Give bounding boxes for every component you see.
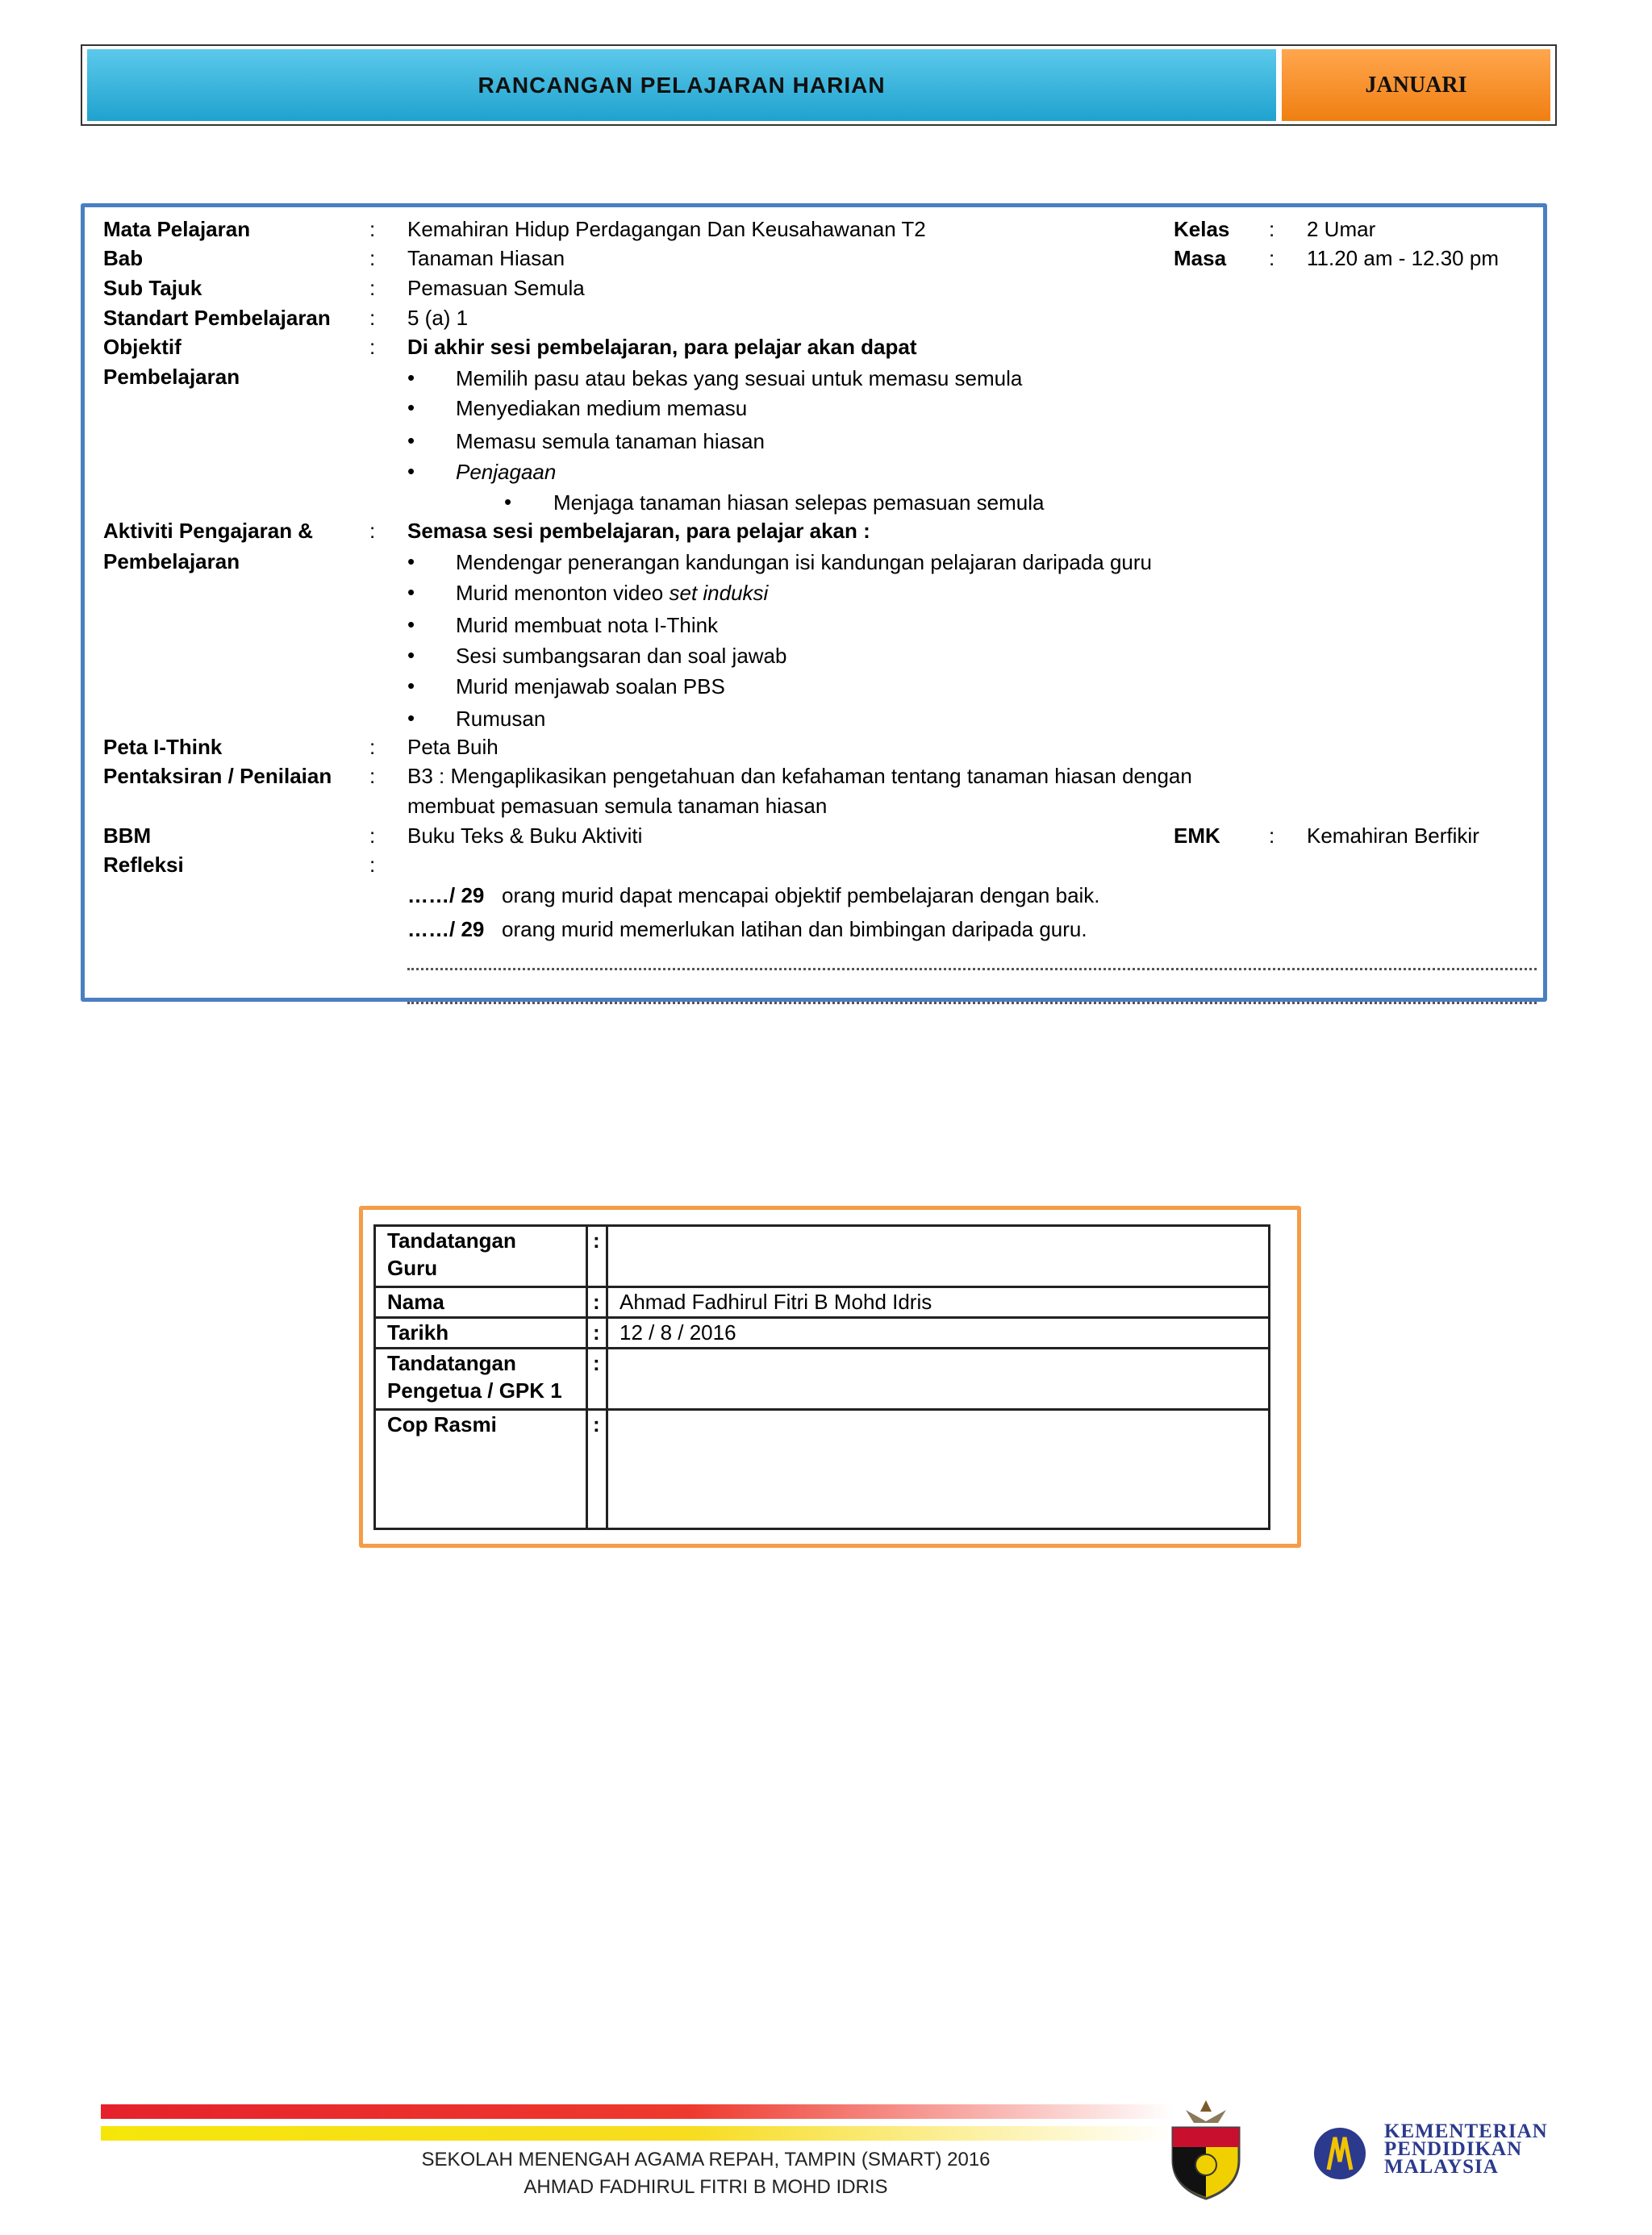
colon: : bbox=[1269, 246, 1275, 270]
date-label: Tarikh bbox=[375, 1318, 587, 1349]
class-value: 2 Umar bbox=[1307, 217, 1376, 241]
colon: : bbox=[587, 1226, 607, 1287]
footer-yellow-bar bbox=[101, 2126, 1174, 2141]
objective-item: Memasu semula tanaman hiasan bbox=[456, 429, 765, 453]
activity-item bbox=[456, 580, 768, 606]
activity-label-2: Pembelajaran bbox=[103, 549, 240, 573]
stamp-label: Cop Rasmi bbox=[375, 1410, 587, 1529]
activity-label: Aktiviti Pengajaran & bbox=[103, 519, 314, 543]
colon: : bbox=[587, 1287, 607, 1318]
time-label: Masa bbox=[1174, 246, 1227, 270]
subtopic-value: Pemasuan Semula bbox=[407, 276, 585, 300]
objective-item: Menyediakan medium memasu bbox=[456, 396, 748, 420]
colon: : bbox=[1269, 217, 1275, 241]
bullet-icon: • bbox=[407, 706, 415, 730]
bullet-icon: • bbox=[407, 580, 415, 604]
activity-item: Mendengar penerangan kandungan isi kandungan pelajaran daripada guru bbox=[456, 550, 1153, 574]
bbm-label: BBM bbox=[103, 824, 152, 848]
chapter-label: Bab bbox=[103, 246, 144, 270]
teacher-sig-label bbox=[375, 1226, 587, 1287]
standard-label: Standart Pembelajaran bbox=[103, 306, 331, 330]
principal-sig-label-1: Tandatangan bbox=[387, 1351, 516, 1375]
dotted-line bbox=[407, 968, 1537, 970]
principal-sig-field[interactable] bbox=[607, 1349, 1270, 1410]
name-value: Ahmad Fadhirul Fitri B Mohd Idris bbox=[607, 1287, 1270, 1318]
ithink-label: Peta I-Think bbox=[103, 735, 223, 759]
objective-subitem: Menjaga tanaman hiasan selepas pemasuan semula bbox=[553, 490, 1045, 515]
table-row bbox=[375, 1226, 1270, 1287]
reflection-text: orang murid memerlukan latihan dan bimbingan daripada guru. bbox=[502, 917, 1087, 941]
bullet-icon: • bbox=[407, 549, 415, 573]
principal-sig-label-2: Pengetua / GPK 1 bbox=[387, 1378, 562, 1403]
teacher-sig-label-2: Guru bbox=[387, 1256, 438, 1280]
colon: : bbox=[369, 764, 376, 788]
bullet-icon: • bbox=[407, 673, 415, 698]
colon: : bbox=[369, 335, 376, 359]
assessment-label: Pentaksiran / Penilaian bbox=[103, 764, 332, 788]
colon: : bbox=[587, 1318, 607, 1349]
subject-label: Mata Pelajaran bbox=[103, 217, 251, 241]
colon: : bbox=[369, 735, 376, 759]
ministry-line-2: PENDIDIKAN bbox=[1384, 2138, 1523, 2160]
bullet-icon: • bbox=[407, 612, 415, 636]
colon: : bbox=[587, 1349, 607, 1410]
reflection-count: ……/ 29 bbox=[407, 883, 485, 907]
footer-school: SEKOLAH MENENGAH AGAMA REPAH, TAMPIN (SMART) 2016 bbox=[421, 2149, 991, 2170]
bullet-icon: • bbox=[407, 643, 415, 667]
teacher-sig-label-1: Tandatangan bbox=[387, 1228, 516, 1253]
colon: : bbox=[369, 824, 376, 848]
assessment-value: B3 : Mengaplikasikan pengetahuan dan kefahaman tentang tanaman hiasan dengan bbox=[407, 764, 1192, 788]
colon: : bbox=[369, 246, 376, 270]
colon: : bbox=[369, 217, 376, 241]
subject-value: Kemahiran Hidup Perdagangan Dan Keusahawanan T2 bbox=[407, 217, 926, 241]
reflection-label: Refleksi bbox=[103, 853, 184, 877]
activity-item-italic: set induksi bbox=[669, 581, 769, 605]
reflection-count: ……/ 29 bbox=[407, 917, 485, 941]
objective-item: Memilih pasu atau bekas yang sesuai untuk memasu semula bbox=[456, 366, 1023, 390]
colon: : bbox=[587, 1410, 607, 1529]
signature-box bbox=[359, 1206, 1301, 1548]
objective-label: Objektif bbox=[103, 335, 181, 359]
bullet-icon: • bbox=[407, 395, 415, 419]
assessment-value-2: membuat pemasuan semula tanaman hiasan bbox=[407, 794, 828, 818]
bullet-icon: • bbox=[407, 428, 415, 452]
stamp-field[interactable] bbox=[607, 1410, 1270, 1529]
objective-label-2: Pembelajaran bbox=[103, 365, 240, 389]
page-header bbox=[81, 44, 1557, 126]
colon: : bbox=[369, 306, 376, 330]
activity-item: Murid membuat nota I-Think bbox=[456, 613, 719, 637]
table-row bbox=[375, 1287, 1270, 1318]
dotted-line bbox=[407, 1002, 1537, 1004]
header-title: RANCANGAN PELAJARAN HARIAN bbox=[87, 49, 1276, 121]
teacher-sig-field[interactable] bbox=[607, 1226, 1270, 1287]
ministry-line-3: MALAYSIA bbox=[1384, 2156, 1499, 2178]
activity-item: Murid menjawab soalan PBS bbox=[456, 674, 725, 698]
table-row bbox=[375, 1318, 1270, 1349]
class-label: Kelas bbox=[1174, 217, 1230, 241]
time-value: 11.20 am - 12.30 pm bbox=[1307, 246, 1499, 270]
name-label: Nama bbox=[375, 1287, 587, 1318]
ministry-line-1: KEMENTERIAN bbox=[1384, 2120, 1548, 2142]
colon: : bbox=[369, 853, 376, 877]
colon: : bbox=[1269, 824, 1275, 848]
standard-value: 5 (a) 1 bbox=[407, 306, 469, 330]
emk-value: Kemahiran Berfikir bbox=[1307, 824, 1479, 848]
principal-sig-label bbox=[375, 1349, 587, 1410]
emk-label: EMK bbox=[1174, 824, 1220, 848]
reflection-line bbox=[407, 916, 1087, 942]
subtopic-label: Sub Tajuk bbox=[103, 276, 202, 300]
ithink-value: Peta Buih bbox=[407, 735, 499, 759]
footer-red-bar bbox=[101, 2104, 1174, 2119]
colon: : bbox=[369, 276, 376, 300]
colon: : bbox=[369, 519, 376, 543]
date-value: 12 / 8 / 2016 bbox=[607, 1318, 1270, 1349]
header-month: JANUARI bbox=[1282, 49, 1550, 121]
ministry-text bbox=[1384, 2120, 1548, 2178]
bullet-icon: • bbox=[407, 459, 415, 483]
activity-intro: Semasa sesi pembelajaran, para pelajar akan : bbox=[407, 519, 870, 543]
state-crest-icon bbox=[1162, 2097, 1250, 2202]
objective-intro: Di akhir sesi pembelajaran, para pelajar akan dapat bbox=[407, 335, 917, 359]
reflection-text: orang murid dapat mencapai objektif pembelajaran dengan baik. bbox=[502, 883, 1100, 907]
activity-item-text: Murid menonton video bbox=[456, 581, 670, 605]
bullet-icon: • bbox=[407, 365, 415, 390]
table-row bbox=[375, 1410, 1270, 1529]
bullet-icon: • bbox=[504, 490, 512, 514]
reflection-line bbox=[407, 882, 1100, 908]
footer-author: AHMAD FADHIRUL FITRI B MOHD IDRIS bbox=[524, 2176, 888, 2198]
activity-item: Rumusan bbox=[456, 707, 546, 731]
table-row bbox=[375, 1349, 1270, 1410]
signature-table bbox=[373, 1224, 1270, 1530]
objective-item: Penjagaan bbox=[456, 460, 557, 484]
chapter-value: Tanaman Hiasan bbox=[407, 246, 565, 270]
bbm-value: Buku Teks & Buku Aktiviti bbox=[407, 824, 643, 848]
activity-item: Sesi sumbangsaran dan soal jawab bbox=[456, 644, 787, 668]
